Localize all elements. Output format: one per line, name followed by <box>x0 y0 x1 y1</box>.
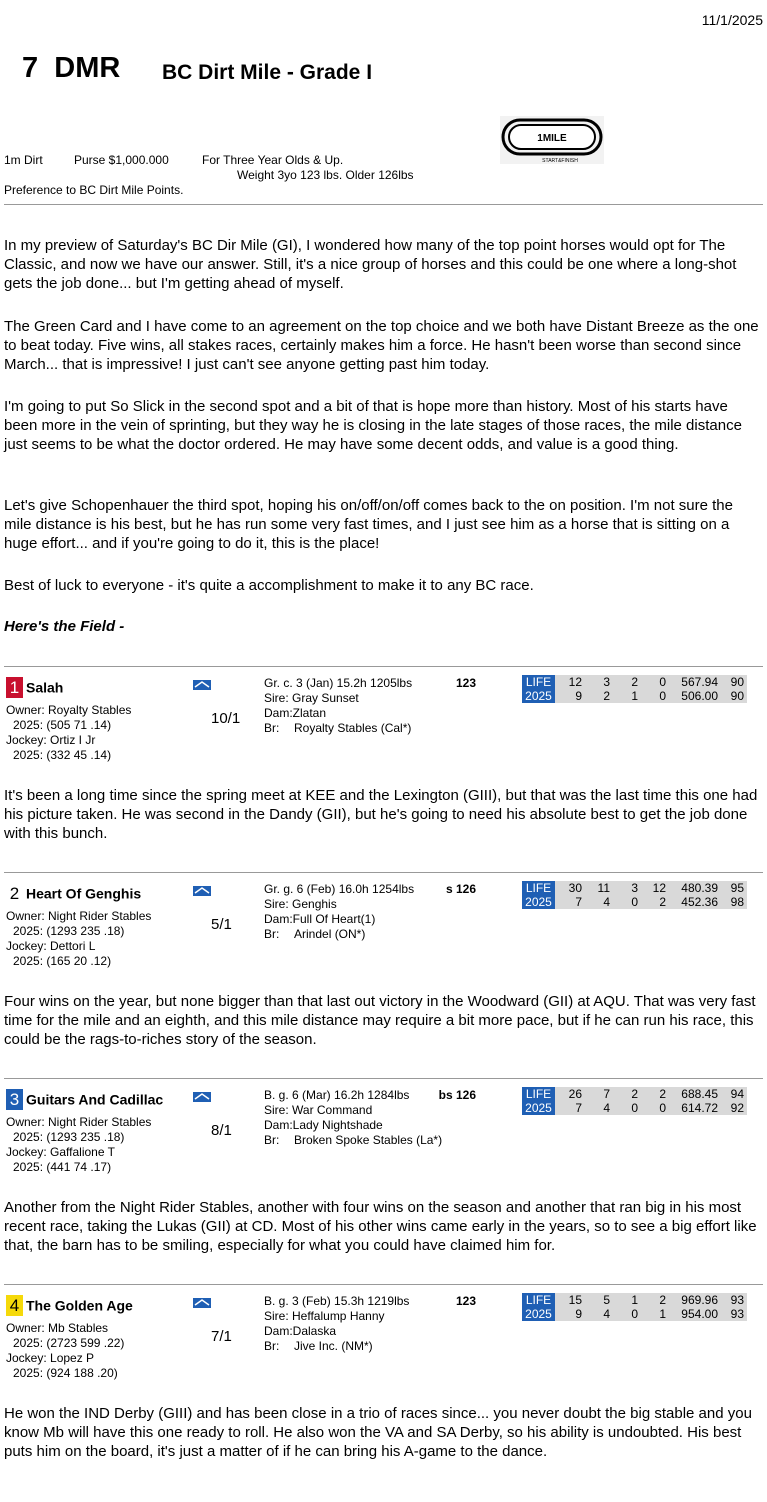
horse-name: The Golden Age <box>26 1297 133 1314</box>
life-stat-cell: 2 <box>641 1293 669 1307</box>
life-stat-cell: 1 <box>613 1293 641 1307</box>
record-table <box>522 675 747 703</box>
program-number: 1 <box>6 677 23 698</box>
eligibility: For Three Year Olds & Up. <box>202 153 344 167</box>
divider <box>4 204 763 205</box>
sire: Sire: Genghis <box>264 897 337 911</box>
breeder-label: Br: <box>264 1339 280 1353</box>
life-stat-cell: 7 <box>585 1087 613 1101</box>
distance-surface: 1m Dirt <box>4 153 43 167</box>
lifetime-record-row <box>522 1087 747 1101</box>
bc-logo-icon <box>193 883 211 901</box>
horse-header <box>6 1295 133 1316</box>
year-stat-cell: 2 <box>585 689 613 703</box>
year-stat-cell: 2025 <box>522 689 555 703</box>
horse-comment: He won the IND Derby (GIII) and has been close in a trio of races since... you never doubt the big stable and you know Mb will have this one ready to roll. He also won the VA and SA Derby, so his ability is undoubted. His best puts him on the board, it's just a matter of if he can bring his A-game to the dance. <box>4 1405 752 1460</box>
assigned-weight: 123 <box>455 676 476 690</box>
jockey-stats: 2025: (924 188 .20) <box>13 1366 118 1380</box>
year-stat-cell: 2025 <box>522 1101 555 1115</box>
life-stat-cell: 2 <box>613 1087 641 1101</box>
breeder: Royalty Stables (Cal*) <box>294 721 412 735</box>
commentary-paragraph: Let's give Schopenhauer the third spot, hoping his on/off/on/off comes back to the on position. I'm not sure the mile distance is his best, but he has run some very fast times, and I just see him as a horse that is sitting on a huge effort... and if you're going to do it, this is the place! <box>4 497 733 552</box>
jockey: Jockey: Ortiz I Jr <box>6 733 96 747</box>
record-table <box>522 881 747 909</box>
horse-comment: It's been a long time since the spring meet at KEE and the Lexington (GIII), but that was the last time this one had his picture taken. He was second in the Dandy (GII), but he's going to need his absolute best to get the job done with this bunch. <box>4 787 758 842</box>
year-stat-cell: 9 <box>555 1307 585 1321</box>
horse-header <box>6 883 141 904</box>
jockey-stats: 2025: (441 74 .17) <box>13 1160 112 1174</box>
year-stat-cell: 0 <box>641 1101 669 1115</box>
race-date: 11/1/2025 <box>701 12 763 28</box>
weights: Weight 3yo 123 lbs. Older 126lbs <box>237 168 414 182</box>
record-table <box>522 1293 747 1321</box>
morning-line-odds: 7/1 <box>211 1328 232 1345</box>
badge-caption: START&FINISH <box>542 158 578 164</box>
morning-line-odds: 5/1 <box>211 916 232 933</box>
race-number: 7 <box>22 52 39 84</box>
owner-stats: 2025: (2723 599 .22) <box>13 1336 125 1350</box>
year-stat-cell: 90 <box>721 689 747 703</box>
life-stat-cell: 93 <box>721 1293 747 1307</box>
horse-description: B. g. 3 (Feb) 15.3h 1219lbs <box>264 1294 410 1308</box>
life-stat-cell: 688.45 <box>669 1087 721 1101</box>
life-stat-cell: 2 <box>641 1087 669 1101</box>
horse-name: Heart Of Genghis <box>26 885 142 902</box>
one-mile-track-badge <box>500 116 604 164</box>
year-stat-cell: 0 <box>641 689 669 703</box>
record-table <box>522 1087 747 1115</box>
life-stat-cell: 3 <box>585 675 613 689</box>
jockey: Jockey: Gaffalione T <box>6 1145 115 1159</box>
assigned-weight: s 126 <box>445 882 476 896</box>
assigned-weight: 123 <box>455 1294 476 1308</box>
entry-divider <box>4 1078 763 1079</box>
track-code: DMR <box>54 52 121 84</box>
life-stat-cell: 3 <box>613 881 641 895</box>
year-stat-cell: 9 <box>555 689 585 703</box>
owner-stats: 2025: (505 71 .14) <box>13 718 112 732</box>
year-stat-cell: 4 <box>585 1307 613 1321</box>
owner-stats: 2025: (1293 235 .18) <box>13 1130 125 1144</box>
horse-description: Gr. g. 6 (Feb) 16.0h 1254lbs <box>264 882 415 896</box>
breeder-label: Br: <box>264 1133 280 1147</box>
horse-header <box>6 1089 163 1110</box>
commentary-paragraph: Best of luck to everyone - it's quite a accomplishment to make it to any BC race. <box>4 577 534 594</box>
owner: Owner: Night Rider Stables <box>6 1115 152 1129</box>
sire: Sire: War Command <box>264 1103 373 1117</box>
life-stat-cell: 969.96 <box>669 1293 721 1307</box>
horse-description: B. g. 6 (Mar) 16.2h 1284lbs <box>264 1088 410 1102</box>
lifetime-record-row <box>522 675 747 689</box>
life-stat-cell: LIFE <box>522 1087 555 1101</box>
assigned-weight: bs 126 <box>438 1088 476 1102</box>
year-stat-cell: 7 <box>555 1101 585 1115</box>
life-stat-cell: 90 <box>721 675 747 689</box>
year-record-row <box>522 1307 747 1321</box>
owner: Owner: Night Rider Stables <box>6 909 152 923</box>
dam: Dam:Lady Nightshade <box>264 1118 383 1132</box>
jockey: Jockey: Lopez P <box>6 1351 95 1365</box>
horse-description: Gr. c. 3 (Jan) 15.2h 1205lbs <box>264 676 413 690</box>
dam: Dam:Zlatan <box>264 706 327 720</box>
breeder: Jive Inc. (NM*) <box>294 1339 373 1353</box>
sire: Sire: Gray Sunset <box>264 691 359 705</box>
jockey-stats: 2025: (332 45 .14) <box>13 748 112 762</box>
life-stat-cell: 567.94 <box>669 675 721 689</box>
dam: Dam:Dalaska <box>264 1324 337 1338</box>
entry-divider <box>4 666 763 667</box>
bc-logo-icon <box>193 1089 211 1107</box>
race-number-track <box>22 52 120 85</box>
record-table-wrap <box>522 881 747 909</box>
year-stat-cell: 0 <box>613 1101 641 1115</box>
year-stat-cell: 98 <box>721 895 747 909</box>
life-stat-cell: 5 <box>585 1293 613 1307</box>
year-stat-cell: 4 <box>585 1101 613 1115</box>
year-stat-cell: 452.36 <box>669 895 721 909</box>
dam: Dam:Full Of Heart(1) <box>264 912 376 926</box>
year-record-row <box>522 689 747 703</box>
owner: Owner: Mb Stables <box>6 1321 109 1335</box>
life-stat-cell: LIFE <box>522 1293 555 1307</box>
life-stat-cell: 12 <box>641 881 669 895</box>
field-heading: Here's the Field - <box>4 618 125 635</box>
breeder: Arindel (ON*) <box>294 927 366 941</box>
horse-name: Guitars And Cadillac <box>26 1091 164 1108</box>
jockey: Jockey: Dettori L <box>6 939 96 953</box>
program-number: 3 <box>6 1089 23 1110</box>
breeder-label: Br: <box>264 721 280 735</box>
record-table-wrap <box>522 1087 747 1115</box>
year-stat-cell: 2025 <box>522 895 555 909</box>
year-stat-cell: 1 <box>613 689 641 703</box>
program-number: 2 <box>6 883 23 904</box>
morning-line-odds: 10/1 <box>211 710 241 727</box>
commentary-paragraph: The Green Card and I have come to an agreement on the top choice and we both have Distant Breeze as the one to beat today. Five wins, all stakes races, certainly makes him a force. He hasn't been worse than second since March... that is impressive! I just can't see anyone getting past him today. <box>4 318 759 373</box>
life-stat-cell: 95 <box>721 881 747 895</box>
life-stat-cell: 2 <box>613 675 641 689</box>
year-stat-cell: 0 <box>613 895 641 909</box>
horse-header <box>6 677 63 698</box>
distance-badge-label: 1MILE <box>537 133 567 144</box>
life-stat-cell: 11 <box>585 881 613 895</box>
record-table-wrap <box>522 675 747 703</box>
lifetime-record-row <box>522 1293 747 1307</box>
year-stat-cell: 506.00 <box>669 689 721 703</box>
purse: Purse $1,000.000 <box>74 153 169 167</box>
life-stat-cell: 0 <box>641 675 669 689</box>
entry-divider <box>4 872 763 873</box>
commentary-paragraph: In my preview of Saturday's BC Dir Mile (GI), I wondered how many of the top point horses would opt for The Classic, and now we have our answer. Still, it's a nice group of horses and this could be one where a long-shot gets the job done... but I'm getting ahead of myself. <box>4 237 737 292</box>
entry-divider <box>4 1284 763 1285</box>
year-stat-cell: 1 <box>641 1307 669 1321</box>
life-stat-cell: LIFE <box>522 881 555 895</box>
breeder-label: Br: <box>264 927 280 941</box>
commentary-paragraph: I'm going to put So Slick in the second spot and a bit of that is hope more than history. Most of his starts have been more in the vein of sprinting, but they way he is closing in the late stages of those races, the mile distance just seems to be what the doctor ordered. He may have some decent odds, and value is a good thing. <box>4 398 742 453</box>
life-stat-cell: 480.39 <box>669 881 721 895</box>
year-stat-cell: 4 <box>585 895 613 909</box>
program-number: 4 <box>6 1295 23 1316</box>
life-stat-cell: 30 <box>555 881 585 895</box>
bc-logo-icon <box>193 677 211 695</box>
life-stat-cell: 94 <box>721 1087 747 1101</box>
year-stat-cell: 954.00 <box>669 1307 721 1321</box>
life-stat-cell: LIFE <box>522 675 555 689</box>
race-title: BC Dirt Mile - Grade I <box>162 61 373 84</box>
record-table-wrap <box>522 1293 747 1321</box>
sire: Sire: Heffalump Hanny <box>264 1309 385 1323</box>
life-stat-cell: 26 <box>555 1087 585 1101</box>
jockey-stats: 2025: (165 20 .12) <box>13 954 112 968</box>
horse-name: Salah <box>26 679 64 696</box>
year-record-row <box>522 895 747 909</box>
preference: Preference to BC Dirt Mile Points. <box>4 183 184 197</box>
lifetime-record-row <box>522 881 747 895</box>
breeder: Broken Spoke Stables (La*) <box>294 1133 443 1147</box>
horse-comment: Four wins on the year, but none bigger than that last out victory in the Woodward (GII) at AQU. That was very fast time for the mile and an eighth, and this mile distance may require a bit more pace, but if he can run his race, this could be the rags-to-riches story of the season. <box>4 993 756 1048</box>
morning-line-odds: 8/1 <box>211 1122 232 1139</box>
year-stat-cell: 2025 <box>522 1307 555 1321</box>
horse-comment: Another from the Night Rider Stables, another with four wins on the season and another that ran big in his most recent race, taking the Lukas (GII) at CD. Most of his other wins came early in the years, so to see a big effort like that, the barn has to be smiling, especially for what you could have claimed him for. <box>4 1199 757 1254</box>
year-stat-cell: 0 <box>613 1307 641 1321</box>
year-stat-cell: 93 <box>721 1307 747 1321</box>
year-stat-cell: 614.72 <box>669 1101 721 1115</box>
owner-stats: 2025: (1293 235 .18) <box>13 924 125 938</box>
year-record-row <box>522 1101 747 1115</box>
year-stat-cell: 7 <box>555 895 585 909</box>
owner: Owner: Royalty Stables <box>6 703 132 717</box>
year-stat-cell: 92 <box>721 1101 747 1115</box>
life-stat-cell: 12 <box>555 675 585 689</box>
life-stat-cell: 15 <box>555 1293 585 1307</box>
bc-logo-icon <box>193 1295 211 1313</box>
year-stat-cell: 2 <box>641 895 669 909</box>
